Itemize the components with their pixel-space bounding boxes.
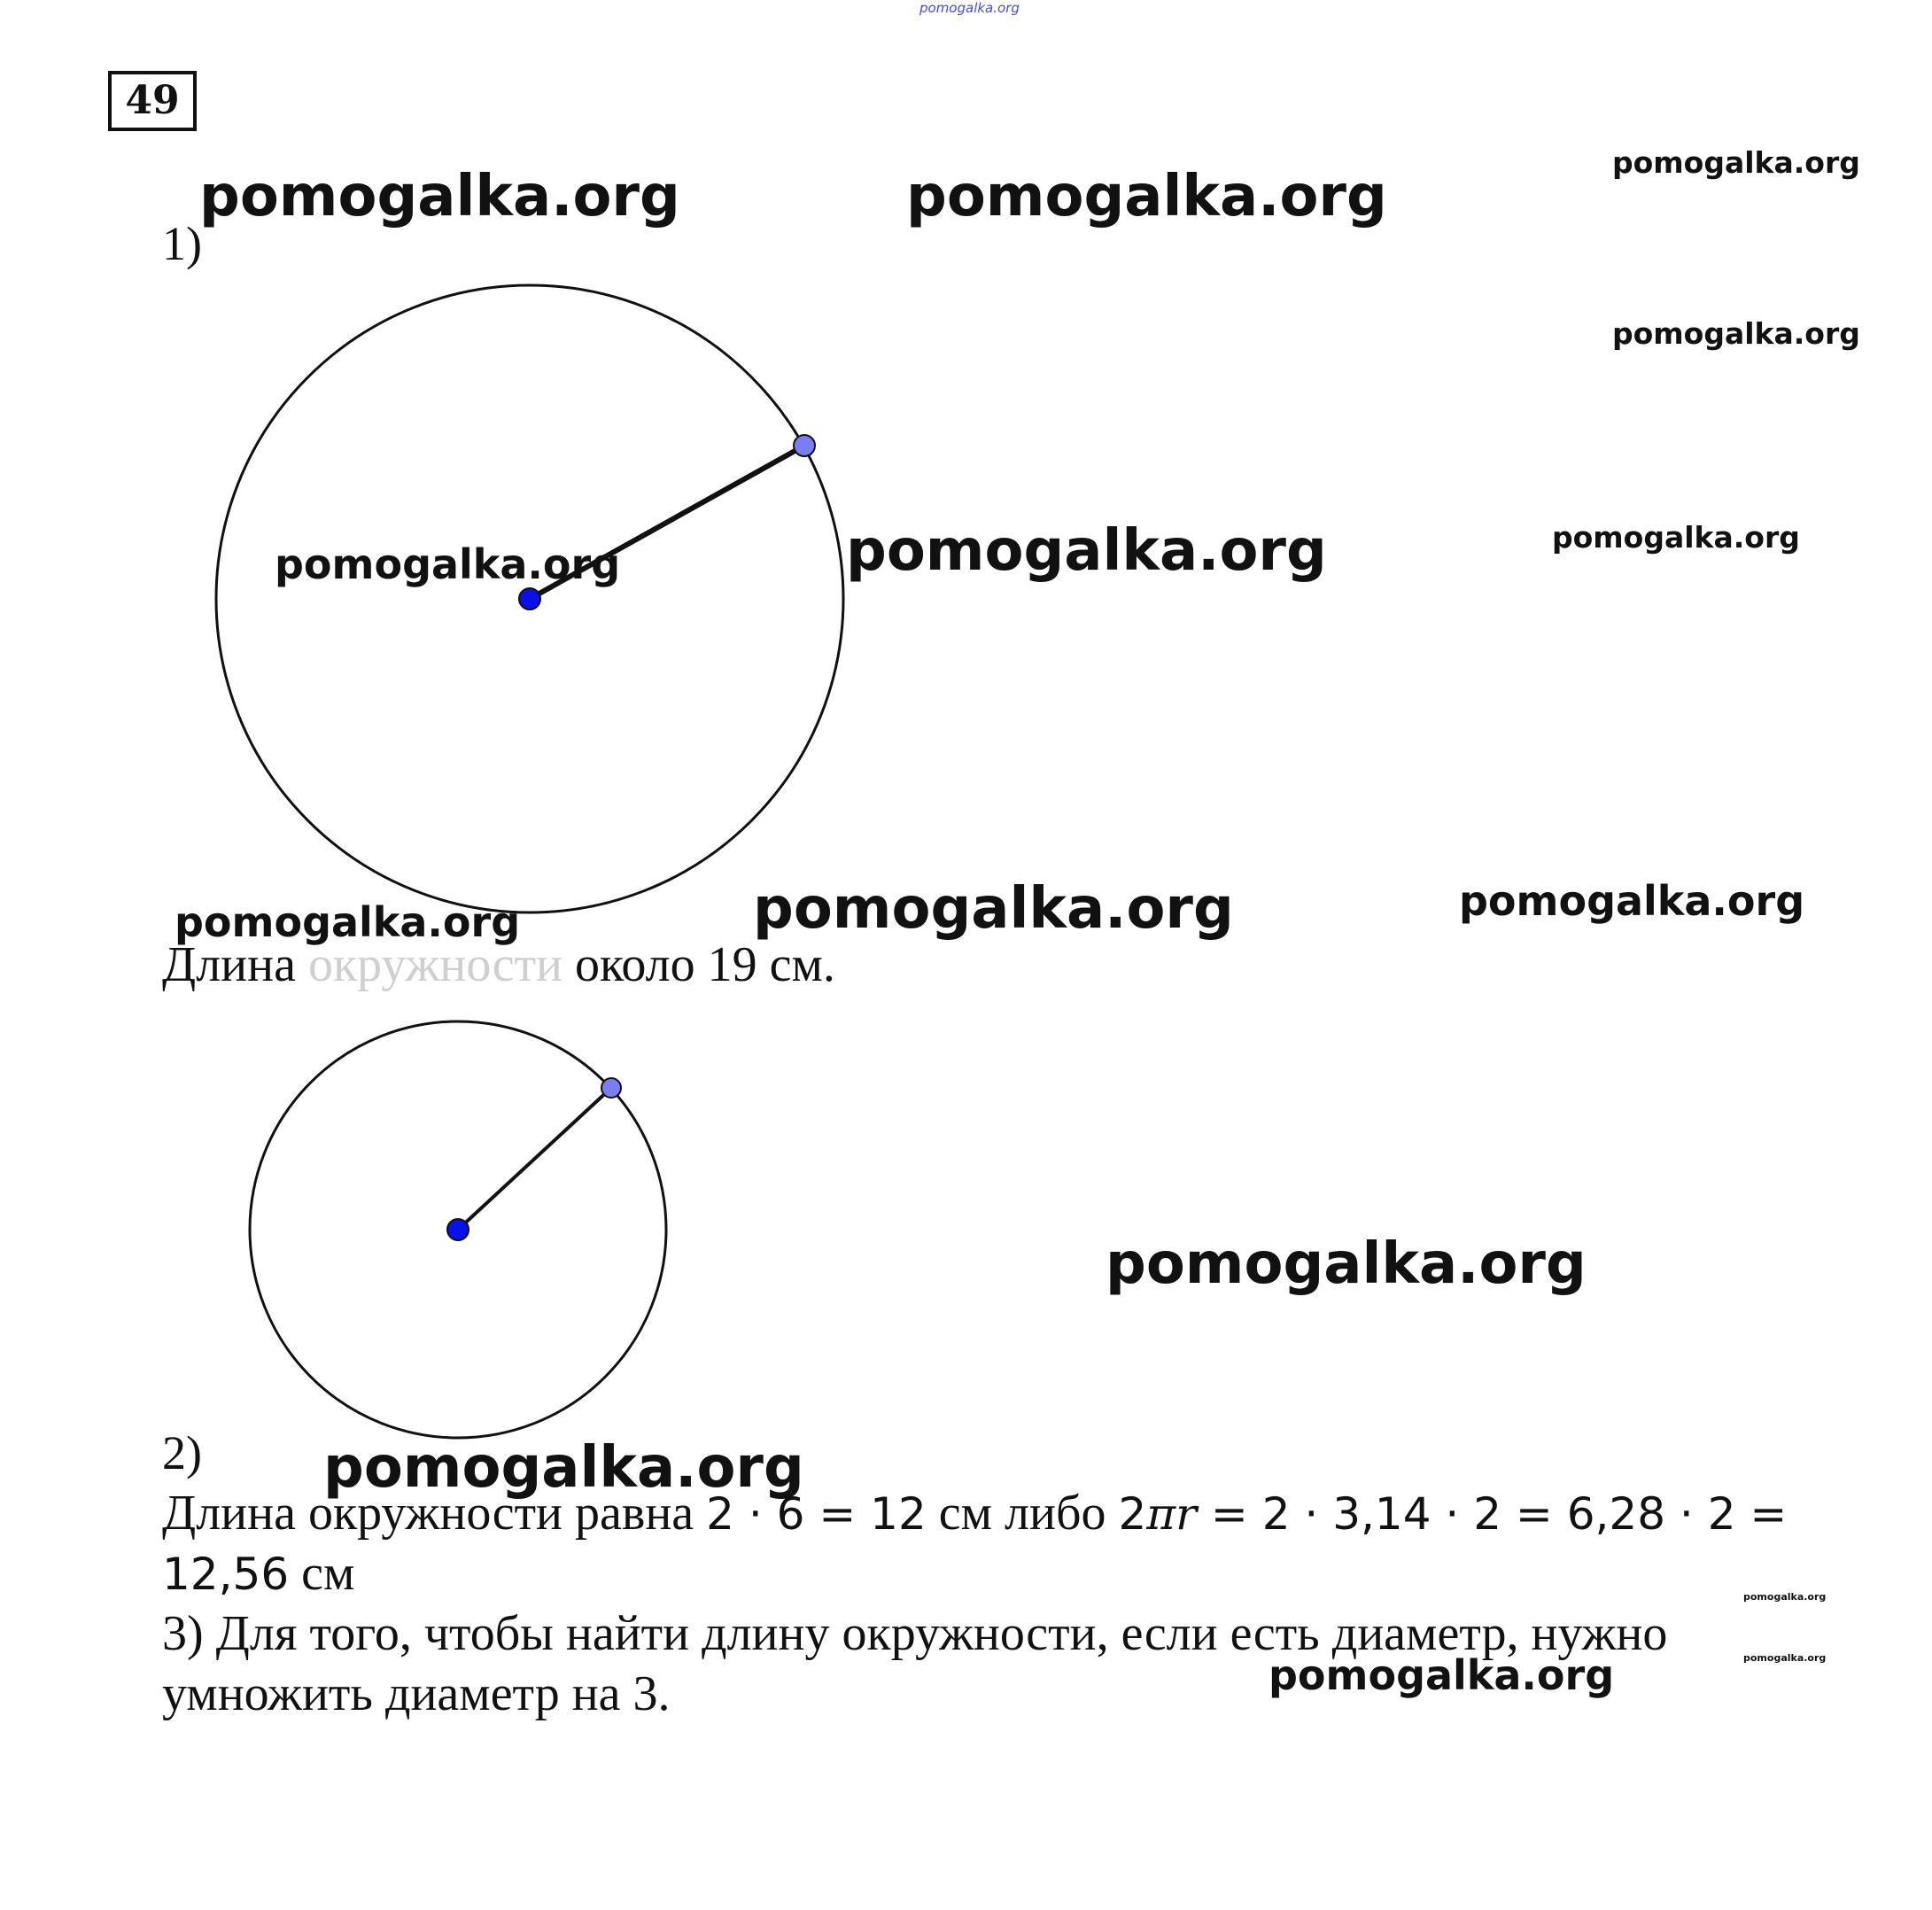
center-point-1	[519, 588, 540, 609]
radius-1	[530, 446, 804, 599]
watermark-4: pomogalka.org	[1612, 316, 1860, 351]
edge-point-1	[794, 435, 815, 456]
part1-answer	[162, 935, 835, 995]
problem-number-box: 49	[108, 71, 197, 131]
watermark-1: pomogalka.org	[199, 164, 680, 229]
watermark-top: pomogalka.org	[919, 0, 1020, 16]
part2-line2	[162, 1543, 354, 1603]
part2-label: 2)	[162, 1426, 202, 1479]
part2-line1-text: Длина окружности равна	[162, 1486, 707, 1541]
part2-math-b-post: = 2 · 3,14 · 2 = 6,28 · 2 =	[1197, 1488, 1788, 1540]
part2-line1	[162, 1483, 1787, 1543]
part2-line2-unit: см	[289, 1546, 355, 1601]
center-point-2	[447, 1219, 469, 1240]
watermark-12: pomogalka.org	[323, 1435, 804, 1501]
edge-point-2	[601, 1078, 621, 1098]
part2-math-b-pi: πr	[1146, 1488, 1198, 1540]
part3-line2: умножить диаметр на 3.	[162, 1666, 671, 1721]
part1-label: 1)	[162, 217, 202, 270]
watermark-5: pomogalka.org	[275, 540, 621, 588]
watermark-8: pomogalka.org	[175, 898, 521, 946]
watermark-7: pomogalka.org	[1552, 520, 1800, 555]
part3-line1: 3) Для того, чтобы найти длину окружности, если есть диаметр, нужно	[162, 1606, 1668, 1661]
watermark-2: pomogalka.org	[906, 164, 1387, 229]
watermark-9: pomogalka.org	[753, 876, 1234, 942]
watermark-13: pomogalka.org	[1743, 1591, 1827, 1603]
part2-math-a: 2 · 6 = 12	[706, 1488, 927, 1540]
watermark-15: pomogalka.org	[1269, 1651, 1615, 1699]
radius-2	[458, 1088, 611, 1230]
watermark-10: pomogalka.org	[1459, 877, 1805, 925]
part1-answer-suffix: около 19 см.	[563, 937, 835, 992]
part2-math-b-pre: 2	[1118, 1488, 1147, 1540]
watermark-14: pomogalka.org	[1743, 1652, 1827, 1664]
watermark-3: pomogalka.org	[1612, 145, 1860, 180]
part1-answer-ghost: окружности	[307, 937, 563, 992]
part1-answer-prefix: Длина	[162, 937, 308, 992]
watermark-11: pomogalka.org	[1106, 1231, 1587, 1297]
part2-line2-math: 12,56	[162, 1549, 290, 1600]
part2-line1-mid: см либо	[926, 1486, 1119, 1541]
part2-math-b	[1118, 1488, 1787, 1540]
watermark-6: pomogalka.org	[846, 518, 1327, 584]
